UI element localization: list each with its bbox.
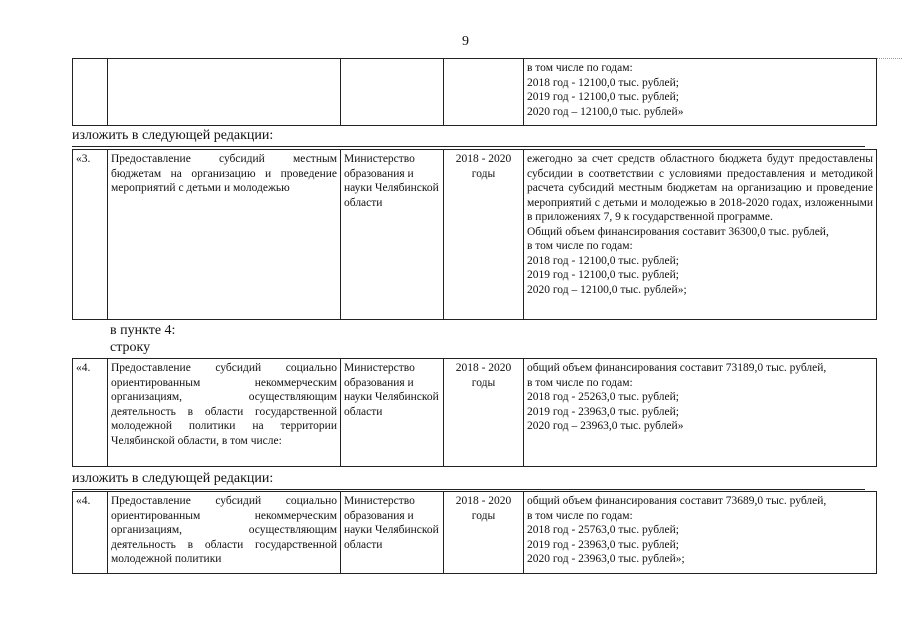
financing-line: 2018 год - 12100,0 тыс. рублей; <box>527 76 679 89</box>
financing-line: 2020 год – 12100,0 тыс. рублей»; <box>527 283 687 296</box>
program-table-item-4-new <box>72 491 877 574</box>
financing-line: 2020 год - 23963,0 тыс. рублей»; <box>527 553 685 565</box>
financing-line: 2019 год - 23963,0 тыс. рублей; <box>527 538 679 551</box>
row-number-cell: «4. <box>73 359 108 467</box>
instruction-text: строку <box>110 340 151 355</box>
table-row <box>73 59 877 126</box>
financing-line: 2020 год – 23963,0 тыс. рублей» <box>527 420 684 432</box>
divider <box>72 489 865 490</box>
program-table-item-4-old <box>72 358 877 467</box>
financing-line: 2018 год - 25263,0 тыс. рублей; <box>527 391 679 403</box>
financing-line: 2020 год – 12100,0 тыс. рублей» <box>527 105 684 118</box>
executor-cell: Министерство образования и науки Челябинской области <box>341 359 444 467</box>
table-row <box>73 150 877 320</box>
instruction-text: изложить в следующей редакции: <box>72 128 274 143</box>
activity-name-cell <box>108 59 341 126</box>
financing-line: в том числе по годам: <box>527 376 633 389</box>
financing-line: 2019 год - 23963,0 тыс. рублей; <box>527 405 679 418</box>
page-number: 9 <box>462 34 469 49</box>
financing-paragraph: ежегодно за счет средств областного бюджета будут предоставлены субсидии в соответствии с условиями предоставления и методикой расчета субсидий местным бюджетам на организацию и проведение мероприятий с детьми и молодежью в 2018-2020 годах, изложенными в приложениях 7, 9 к государственной программе. <box>527 153 873 223</box>
instruction-text: в пункте 4: <box>110 323 176 338</box>
program-table-continuation <box>72 58 877 126</box>
period-cell: 2018 - 2020 годы <box>444 359 524 467</box>
period-cell: 2018 - 2020 годы <box>444 492 524 574</box>
financing-line: в том числе по годам: <box>527 62 633 74</box>
table-row <box>73 359 877 467</box>
program-table-item-3 <box>72 149 877 320</box>
financing-line: в том числе по годам: <box>527 509 633 522</box>
executor-cell: Министерство образования и науки Челябинской области <box>341 150 444 320</box>
financing-line: 2019 год - 12100,0 тыс. рублей; <box>527 91 679 103</box>
financing-cell <box>524 150 877 320</box>
executor-cell: Министерство образования и науки Челябинской области <box>341 492 444 574</box>
row-number-cell <box>73 59 108 126</box>
period-cell <box>444 59 524 126</box>
financing-cell <box>524 359 877 467</box>
financing-line: Общий объем финансирования составит 36300,0 тыс. рублей, <box>527 225 829 238</box>
financing-cell <box>524 492 877 574</box>
period-cell: 2018 - 2020 годы <box>444 150 524 320</box>
activity-name-cell: Предоставление субсидий социально ориентированным некоммерческим организациям, осуществляющим деятельность в области государственной молодежной политики на территории Челябинской области, в том числе: <box>108 359 341 467</box>
financing-line: 2018 год - 12100,0 тыс. рублей; <box>527 254 679 267</box>
row-number-cell: «4. <box>73 492 108 574</box>
financing-line: в том числе по годам: <box>527 240 633 252</box>
financing-line: общий объем финансирования составит 73689,0 тыс. рублей, <box>527 495 827 507</box>
activity-name-cell: Предоставление субсидий социально ориентированным некоммерческим организациям, осуществляющим деятельность в области государственной молодежной политики <box>108 492 341 574</box>
financing-line: 2019 год - 12100,0 тыс. рублей; <box>527 269 679 281</box>
table-row <box>73 492 877 574</box>
instruction-text: изложить в следующей редакции: <box>72 471 274 486</box>
row-number-cell: «3. <box>73 150 108 320</box>
financing-cell <box>524 59 877 126</box>
executor-cell <box>341 59 444 126</box>
financing-line: общий объем финансирования составит 73189,0 тыс. рублей, <box>527 362 827 374</box>
activity-name-cell: Предоставление субсидий местным бюджетам на организацию и проведение мероприятий с детьми и молодежью <box>108 150 341 320</box>
financing-line: 2018 год - 25763,0 тыс. рублей; <box>527 524 679 536</box>
divider <box>72 146 865 147</box>
